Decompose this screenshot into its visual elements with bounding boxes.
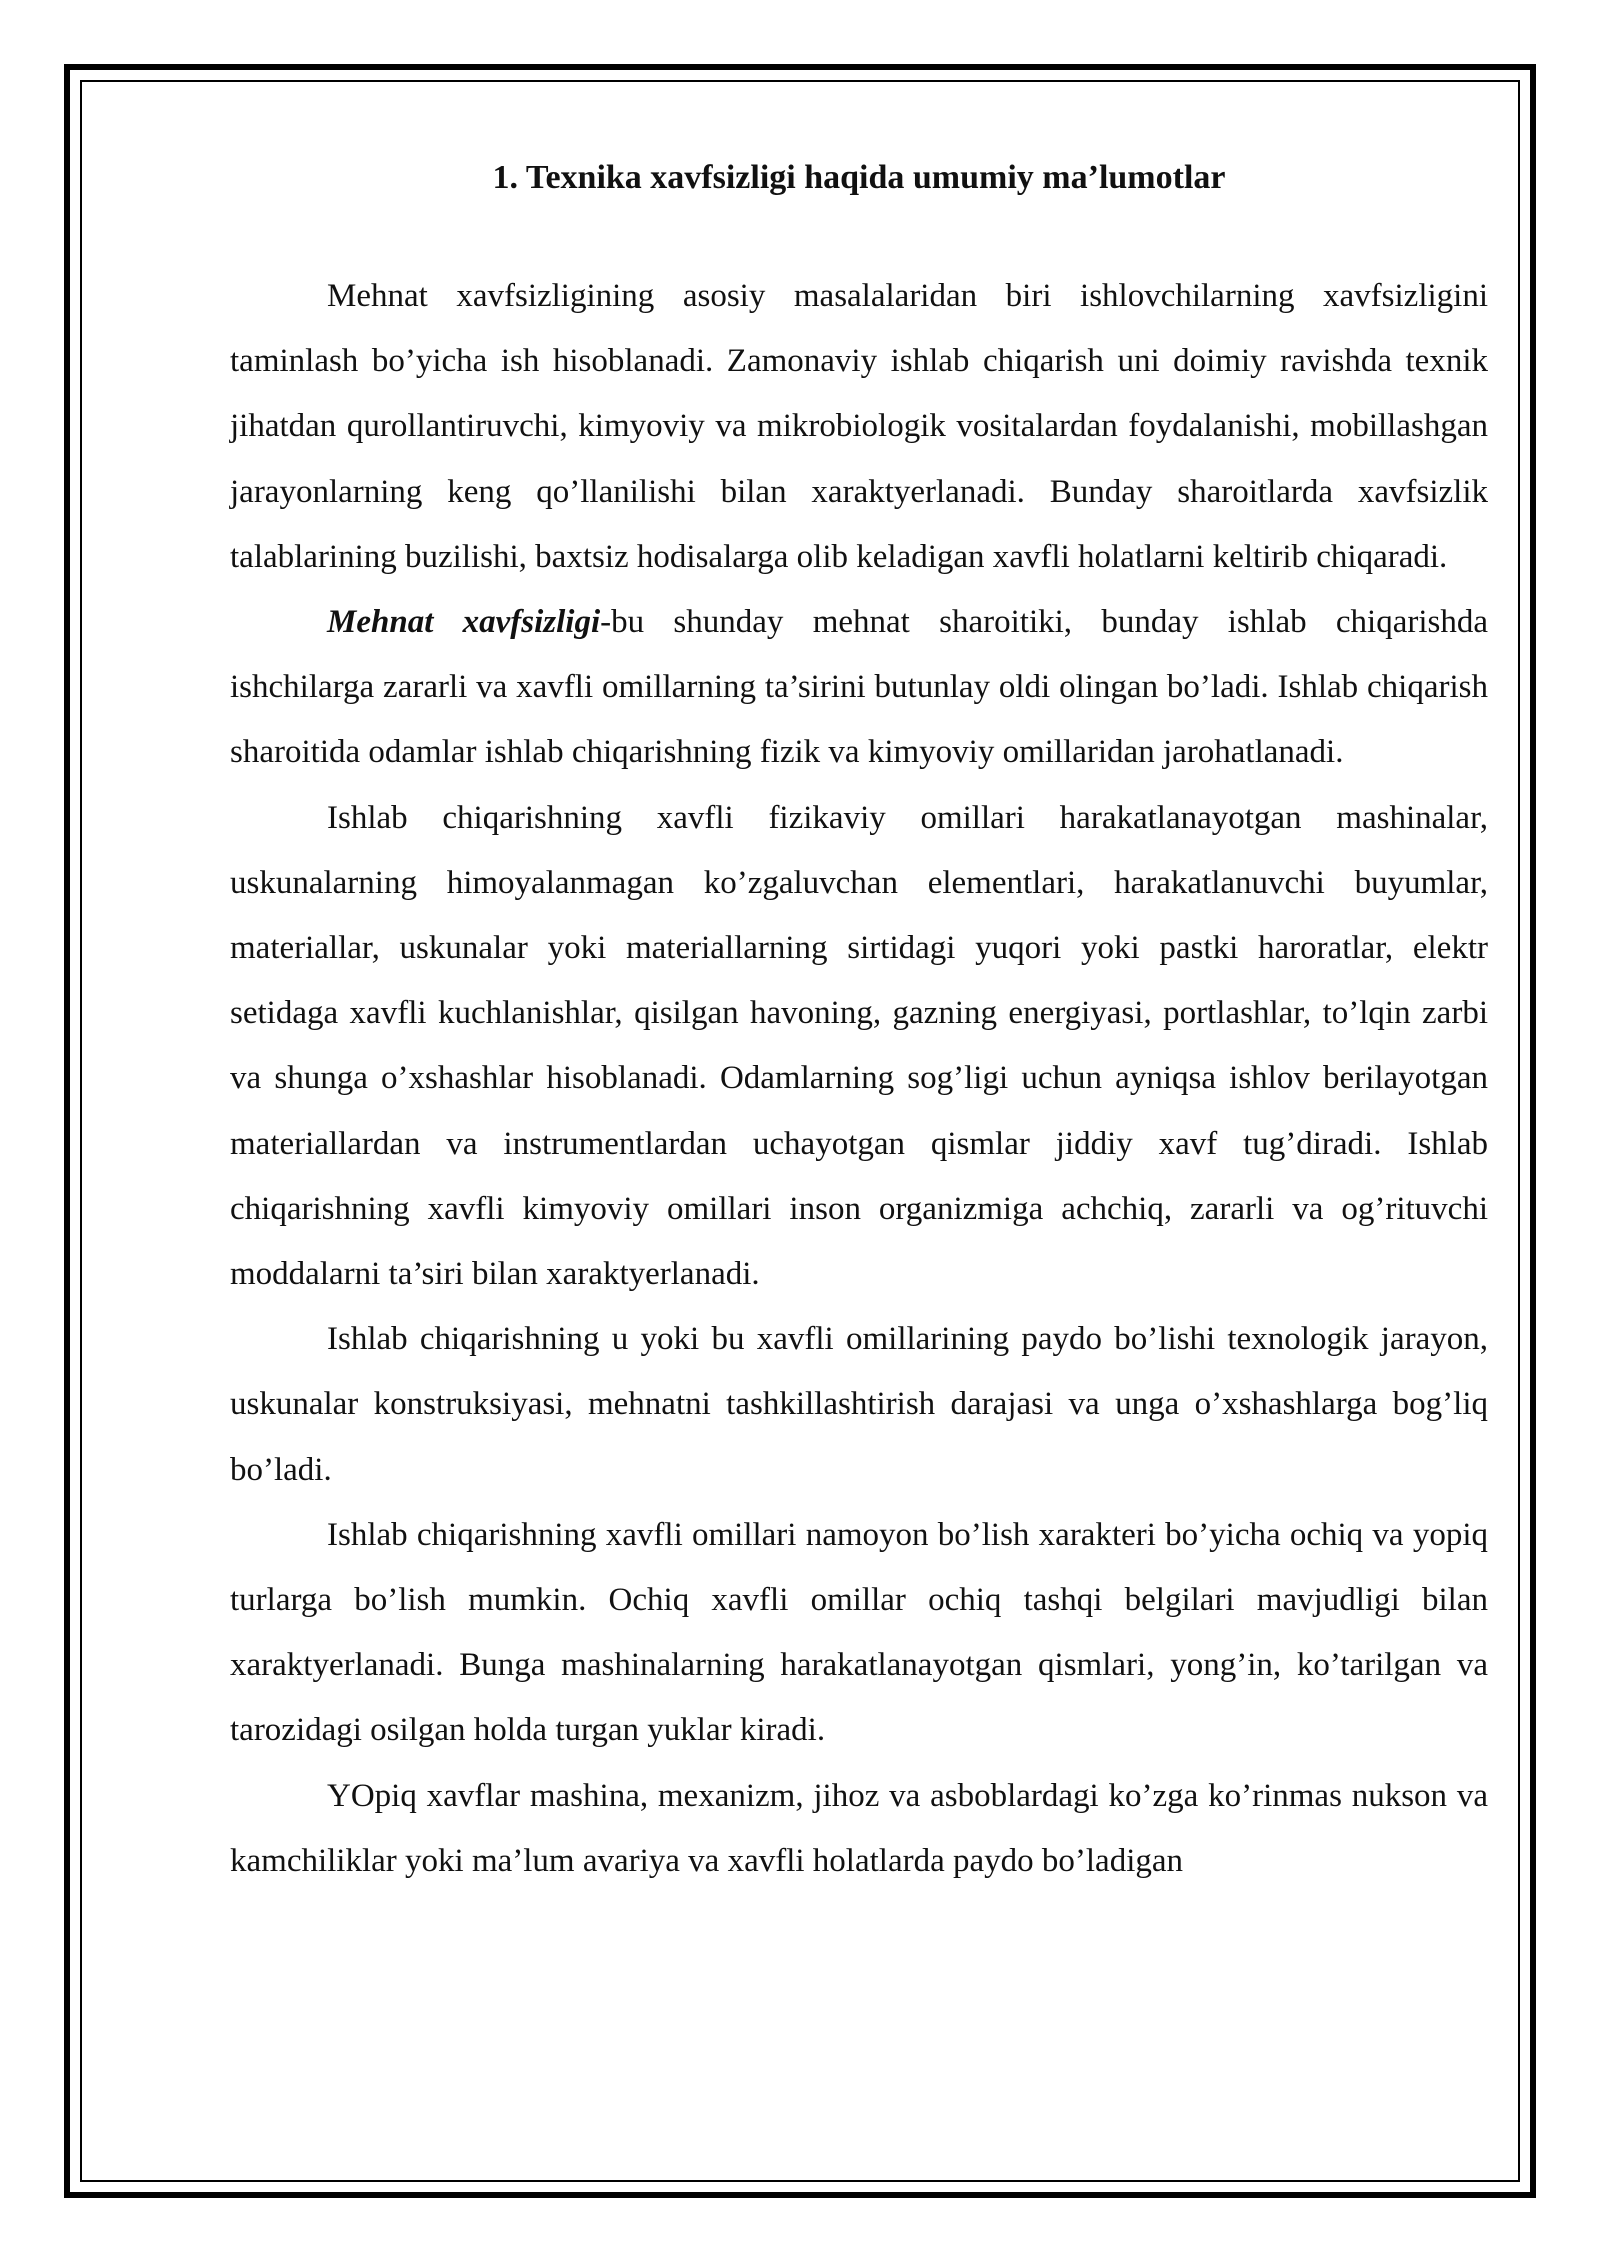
paragraph-3-text: Ishlab chiqarishning xavfli fizikaviy omillari harakatlanayotgan mashinalar, uskunalarning himoyalanmagan ko’zgaluvchan elementlari, harakatlanuvchi buyumlar, materiallar, uskunalar yoki materiallarning sirtidagi yuqori yoki pastki haroratlar, elektr setidaga xavfli kuchlanishlar, qisilgan havoning, gazning energiyasi, portlashlar, to’lqin zarbi va shunga o’xshashlar hisoblanadi. Odamlarning sog’ligi uchun ayniqsa ishlov berilayotgan materiallardan va instrumentlardan uchayotgan qismlar jiddiy xavf tug’diradi. Ishlab chiqarishning xavfli kimyoviy omillari inson organizmiga achchiq, zararli va og’rituvchi moddalarni ta’siri bilan xaraktyerlanadi. xyxy=(230,799,1488,1293)
paragraph-6-text: YOpiq xavflar mashina, mexanizm, jihoz va asboblardagi ko’zga ko’rinmas nukson va kamchiliklar yoki ma’lum avariya va xavfli holatlarda paydo bo’ladigan xyxy=(230,1777,1488,1879)
paragraph-4-text: Ishlab chiqarishning u yoki bu xavfli omillarining paydo bo’lishi texnologik jarayon, uskunalar konstruksiyasi, mehnatni tashkillashtirish darajasi va unga o’xshashlarga bog’liq bo’ladi. xyxy=(230,1321,1488,1488)
document-body xyxy=(230,150,1488,1894)
paragraph-6 xyxy=(230,1764,1488,1894)
section-title: 1. Texnika xavfsizligi haqida umumiy ma’lumotlar xyxy=(492,159,1226,196)
paragraph-2 xyxy=(230,590,1488,786)
paragraph-1-text: Mehnat xavfsizligining asosiy masalalaridan biri ishlovchilarning xavfsizligini taminlash bo’yicha ish hisoblanadi. Zamonaviy ishlab chiqarish uni doimiy ravishda texnik jihatdan qurollantiruvchi, kimyoviy va mikrobiologik vositalardan foydalanishi, mobillashgan jarayonlarning keng qo’llanilishi bilan xaraktyerlanadi. Bunday sharoitlarda xavfsizlik talablarining buzilishi, baxtsiz hodisalarga olib keladigan xavfli holatlarni keltirib chiqaradi. xyxy=(230,278,1488,575)
paragraph-4 xyxy=(230,1307,1488,1503)
paragraph-3 xyxy=(230,786,1488,1308)
paragraph-1 xyxy=(230,264,1488,590)
defined-term: Mehnat xavfsizligi xyxy=(327,604,601,641)
paragraph-5 xyxy=(230,1503,1488,1764)
paragraph-2-text: -bu shunday mehnat sharoitiki, bunday ishlab chiqarishda ishchilarga zararli va xavfli omillarning ta’sirini butunlay oldi olingan bo’ladi. Ishlab chiqarish sharoitida odamlar ishlab chiqarishning fizik va kimyoviy omillaridan jarohatlanadi. xyxy=(230,604,1488,771)
paragraph-5-text: Ishlab chiqarishning xavfli omillari namoyon bo’lish xarakteri bo’yicha ochiq va yopiq turlarga bo’lish mumkin. Ochiq xavfli omillar ochiq tashqi belgilari mavjudligi bilan xaraktyerlanadi. Bunga mashinalarning harakatlanayotgan qismlari, yong’in, ko’tarilgan va tarozidagi osilgan holda turgan yuklar kiradi. xyxy=(230,1516,1488,1749)
